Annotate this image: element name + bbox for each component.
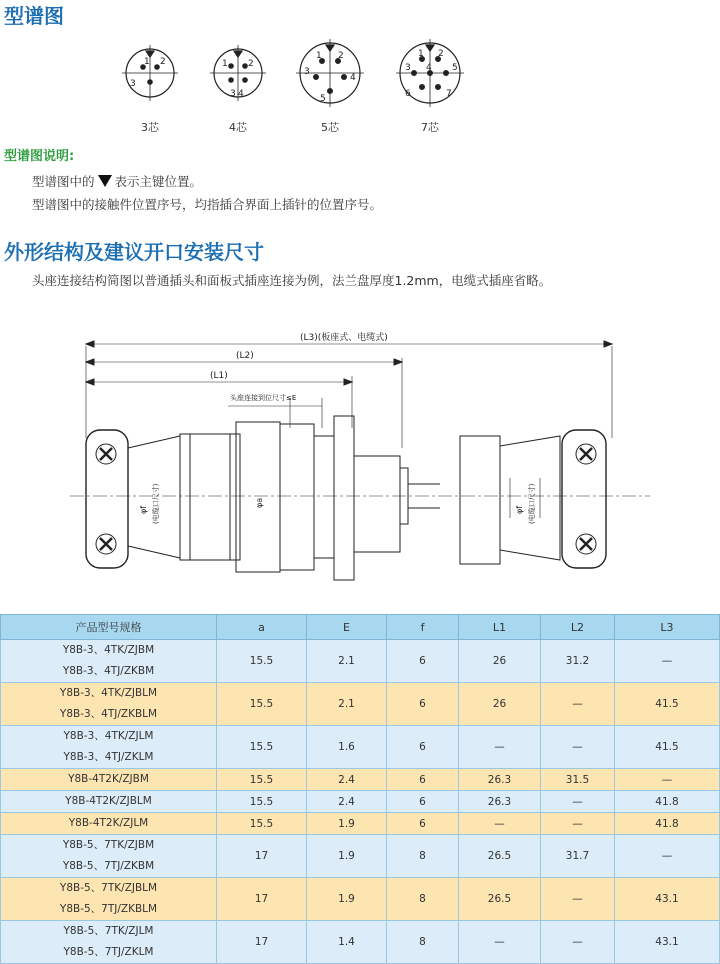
pin-label-7: 7芯 xyxy=(421,121,439,134)
cell-L3: 43.1 xyxy=(615,921,720,964)
note-line-1 xyxy=(32,172,202,190)
cell-L3: 41.8 xyxy=(615,813,720,835)
cell-L2: — xyxy=(541,878,615,921)
cell-E: 2.4 xyxy=(307,791,387,813)
model-name: Y8B-5、7TK/ZJBLM xyxy=(59,882,158,894)
table-row xyxy=(1,791,720,813)
cell-f: 6 xyxy=(387,726,459,769)
cell-L1: 26.5 xyxy=(459,835,541,878)
pin5-num-5: 5 xyxy=(320,94,326,104)
cell-E: 1.4 xyxy=(307,921,387,964)
cell-L2: — xyxy=(541,726,615,769)
pin4-num-2: 2 xyxy=(248,59,254,69)
dimension-title: 外形结构及建议开口安装尺寸 xyxy=(4,240,264,264)
cell-model xyxy=(1,726,217,769)
label-f-note-right: (电缆口尺寸) xyxy=(528,483,536,524)
pin7-num-3: 3 xyxy=(405,63,411,73)
cell-L1: 26 xyxy=(459,683,541,726)
cell-a: 17 xyxy=(217,921,307,964)
cell-model xyxy=(1,878,217,921)
cell-L3: 41.5 xyxy=(615,683,720,726)
model-name: Y8B-3、4TJ/ZKBM xyxy=(62,665,155,677)
cell-E: 2.1 xyxy=(307,683,387,726)
cell-model xyxy=(1,791,217,813)
table-row xyxy=(1,683,720,726)
cell-L1: 26.3 xyxy=(459,769,541,791)
cell-model xyxy=(1,640,217,683)
cell-E: 1.9 xyxy=(307,878,387,921)
cell-L1: 26.5 xyxy=(459,878,541,921)
cell-L2: — xyxy=(541,791,615,813)
cell-f: 8 xyxy=(387,878,459,921)
pin5-num-1: 1 xyxy=(316,51,322,61)
pin7-num-5: 5 xyxy=(452,63,458,73)
cell-f: 6 xyxy=(387,683,459,726)
cell-L3: 43.1 xyxy=(615,878,720,921)
cell-L2: 31.7 xyxy=(541,835,615,878)
pin5-num-3: 3 xyxy=(304,67,310,77)
cell-model xyxy=(1,835,217,878)
pin-label-5: 5芯 xyxy=(321,121,339,134)
header-a: a xyxy=(217,615,307,640)
cell-model xyxy=(1,921,217,964)
pin5-num-4: 4 xyxy=(350,73,356,83)
cell-L1: — xyxy=(459,921,541,964)
cell-f: 8 xyxy=(387,835,459,878)
table-row xyxy=(1,835,720,878)
pin7-num-2: 2 xyxy=(438,49,444,59)
pin-diagram-title: 型谱图 xyxy=(4,4,64,28)
pin-diagrams xyxy=(100,38,480,118)
cell-L2: — xyxy=(541,921,615,964)
header-E: E xyxy=(307,615,387,640)
pin3-num-2: 2 xyxy=(160,57,166,67)
cell-L2: — xyxy=(541,813,615,835)
label-L2: (L2) xyxy=(236,351,254,361)
cell-a: 15.5 xyxy=(217,683,307,726)
model-name: Y8B-3、4TK/ZJBM xyxy=(62,644,155,656)
table-row xyxy=(1,640,720,683)
pin-label-4: 4芯 xyxy=(229,121,247,134)
label-f-right: φf xyxy=(515,505,524,514)
label-L3: (L3)(板座式、电缆式) xyxy=(300,333,388,343)
pin4-num-1: 1 xyxy=(222,59,228,69)
cell-f: 6 xyxy=(387,813,459,835)
cell-L1: 26.3 xyxy=(459,791,541,813)
cell-a: 15.5 xyxy=(217,640,307,683)
label-E: 头座连接到位尺寸≤E xyxy=(230,394,297,402)
cell-a: 17 xyxy=(217,835,307,878)
model-name: Y8B-5、7TJ/ZKBM xyxy=(62,860,155,872)
cell-L3: 41.5 xyxy=(615,726,720,769)
cell-a: 15.5 xyxy=(217,726,307,769)
note-title: 型谱图说明: xyxy=(4,149,75,164)
cell-f: 6 xyxy=(387,769,459,791)
cell-model xyxy=(1,769,217,791)
cell-E: 1.6 xyxy=(307,726,387,769)
table-row xyxy=(1,813,720,835)
cell-a: 15.5 xyxy=(217,791,307,813)
cell-E: 2.4 xyxy=(307,769,387,791)
pin3-num-3: 3 xyxy=(130,79,136,89)
pin7-num-4: 4 xyxy=(426,63,432,73)
cell-a: 17 xyxy=(217,878,307,921)
pin-diagram-3 xyxy=(122,45,178,101)
pin7-num-7: 7 xyxy=(446,89,452,99)
cell-L2: — xyxy=(541,683,615,726)
pin4-num-4: 4 xyxy=(238,89,244,99)
model-name: Y8B-3、4TJ/ZKBLM xyxy=(59,708,158,720)
header-L3: L3 xyxy=(615,615,720,640)
cell-L1: 26 xyxy=(459,640,541,683)
pin7-num-1: 1 xyxy=(418,49,424,59)
cell-L3: 41.8 xyxy=(615,791,720,813)
note-line-2: 型谱图中的接触件位置序号，均指插合界面上插针的位置序号。 xyxy=(32,197,383,212)
cell-f: 6 xyxy=(387,791,459,813)
cell-model xyxy=(1,683,217,726)
table-row xyxy=(1,878,720,921)
connector-drawing xyxy=(0,318,720,608)
model-name: Y8B-5、7TK/ZJLM xyxy=(63,925,154,937)
label-a: φa xyxy=(255,497,264,508)
cell-L3: — xyxy=(615,769,720,791)
label-L1: (L1) xyxy=(210,371,228,381)
model-name: Y8B-4T2K/ZJLM xyxy=(68,817,149,829)
table-row xyxy=(1,769,720,791)
cell-a: 15.5 xyxy=(217,813,307,835)
header-L1: L1 xyxy=(459,615,541,640)
model-name: Y8B-5、7TJ/ZKLM xyxy=(63,946,154,958)
cell-a: 15.5 xyxy=(217,769,307,791)
cell-L3: — xyxy=(615,640,720,683)
main-key-triangle-icon xyxy=(98,175,112,187)
spec-table xyxy=(0,614,720,964)
model-name: Y8B-4T2K/ZJBLM xyxy=(65,795,152,807)
pin7-num-6: 6 xyxy=(405,89,411,99)
note-line-1-post: 表示主键位置。 xyxy=(114,174,203,189)
label-f-note-left: (电缆口尺寸) xyxy=(152,483,160,524)
cell-E: 1.9 xyxy=(307,813,387,835)
cell-model xyxy=(1,813,217,835)
cell-L1: — xyxy=(459,726,541,769)
pin4-num-3: 3 xyxy=(230,89,236,99)
header-L2: L2 xyxy=(541,615,615,640)
cell-f: 8 xyxy=(387,921,459,964)
pin5-num-2: 2 xyxy=(338,51,344,61)
header-model: 产品型号规格 xyxy=(1,615,217,640)
model-name: Y8B-5、7TK/ZJBM xyxy=(62,839,155,851)
model-name: Y8B-3、4TK/ZJLM xyxy=(63,730,154,742)
table-header-row xyxy=(1,615,720,640)
table-row xyxy=(1,726,720,769)
cell-L1: — xyxy=(459,813,541,835)
note-line-1-pre: 型谱图中的 xyxy=(32,174,95,189)
cell-E: 1.9 xyxy=(307,835,387,878)
dimension-description: 头座连接结构简图以普通插头和面板式插座连接为例，法兰盘厚度1.2mm，电缆式插座省略。 xyxy=(32,273,552,288)
table-row xyxy=(1,921,720,964)
cell-f: 6 xyxy=(387,640,459,683)
model-name: Y8B-4T2K/ZJBM xyxy=(68,773,149,785)
cell-L2: 31.2 xyxy=(541,640,615,683)
label-f-left: φf xyxy=(139,505,148,514)
model-name: Y8B-5、7TJ/ZKBLM xyxy=(59,903,158,915)
header-f: f xyxy=(387,615,459,640)
cell-E: 2.1 xyxy=(307,640,387,683)
pin3-num-1: 1 xyxy=(144,57,150,67)
model-name: Y8B-3、4TJ/ZKLM xyxy=(63,751,154,763)
cell-L2: 31.5 xyxy=(541,769,615,791)
pin-label-3: 3芯 xyxy=(141,121,159,134)
cell-L3: — xyxy=(615,835,720,878)
model-name: Y8B-3、4TK/ZJBLM xyxy=(59,687,158,699)
